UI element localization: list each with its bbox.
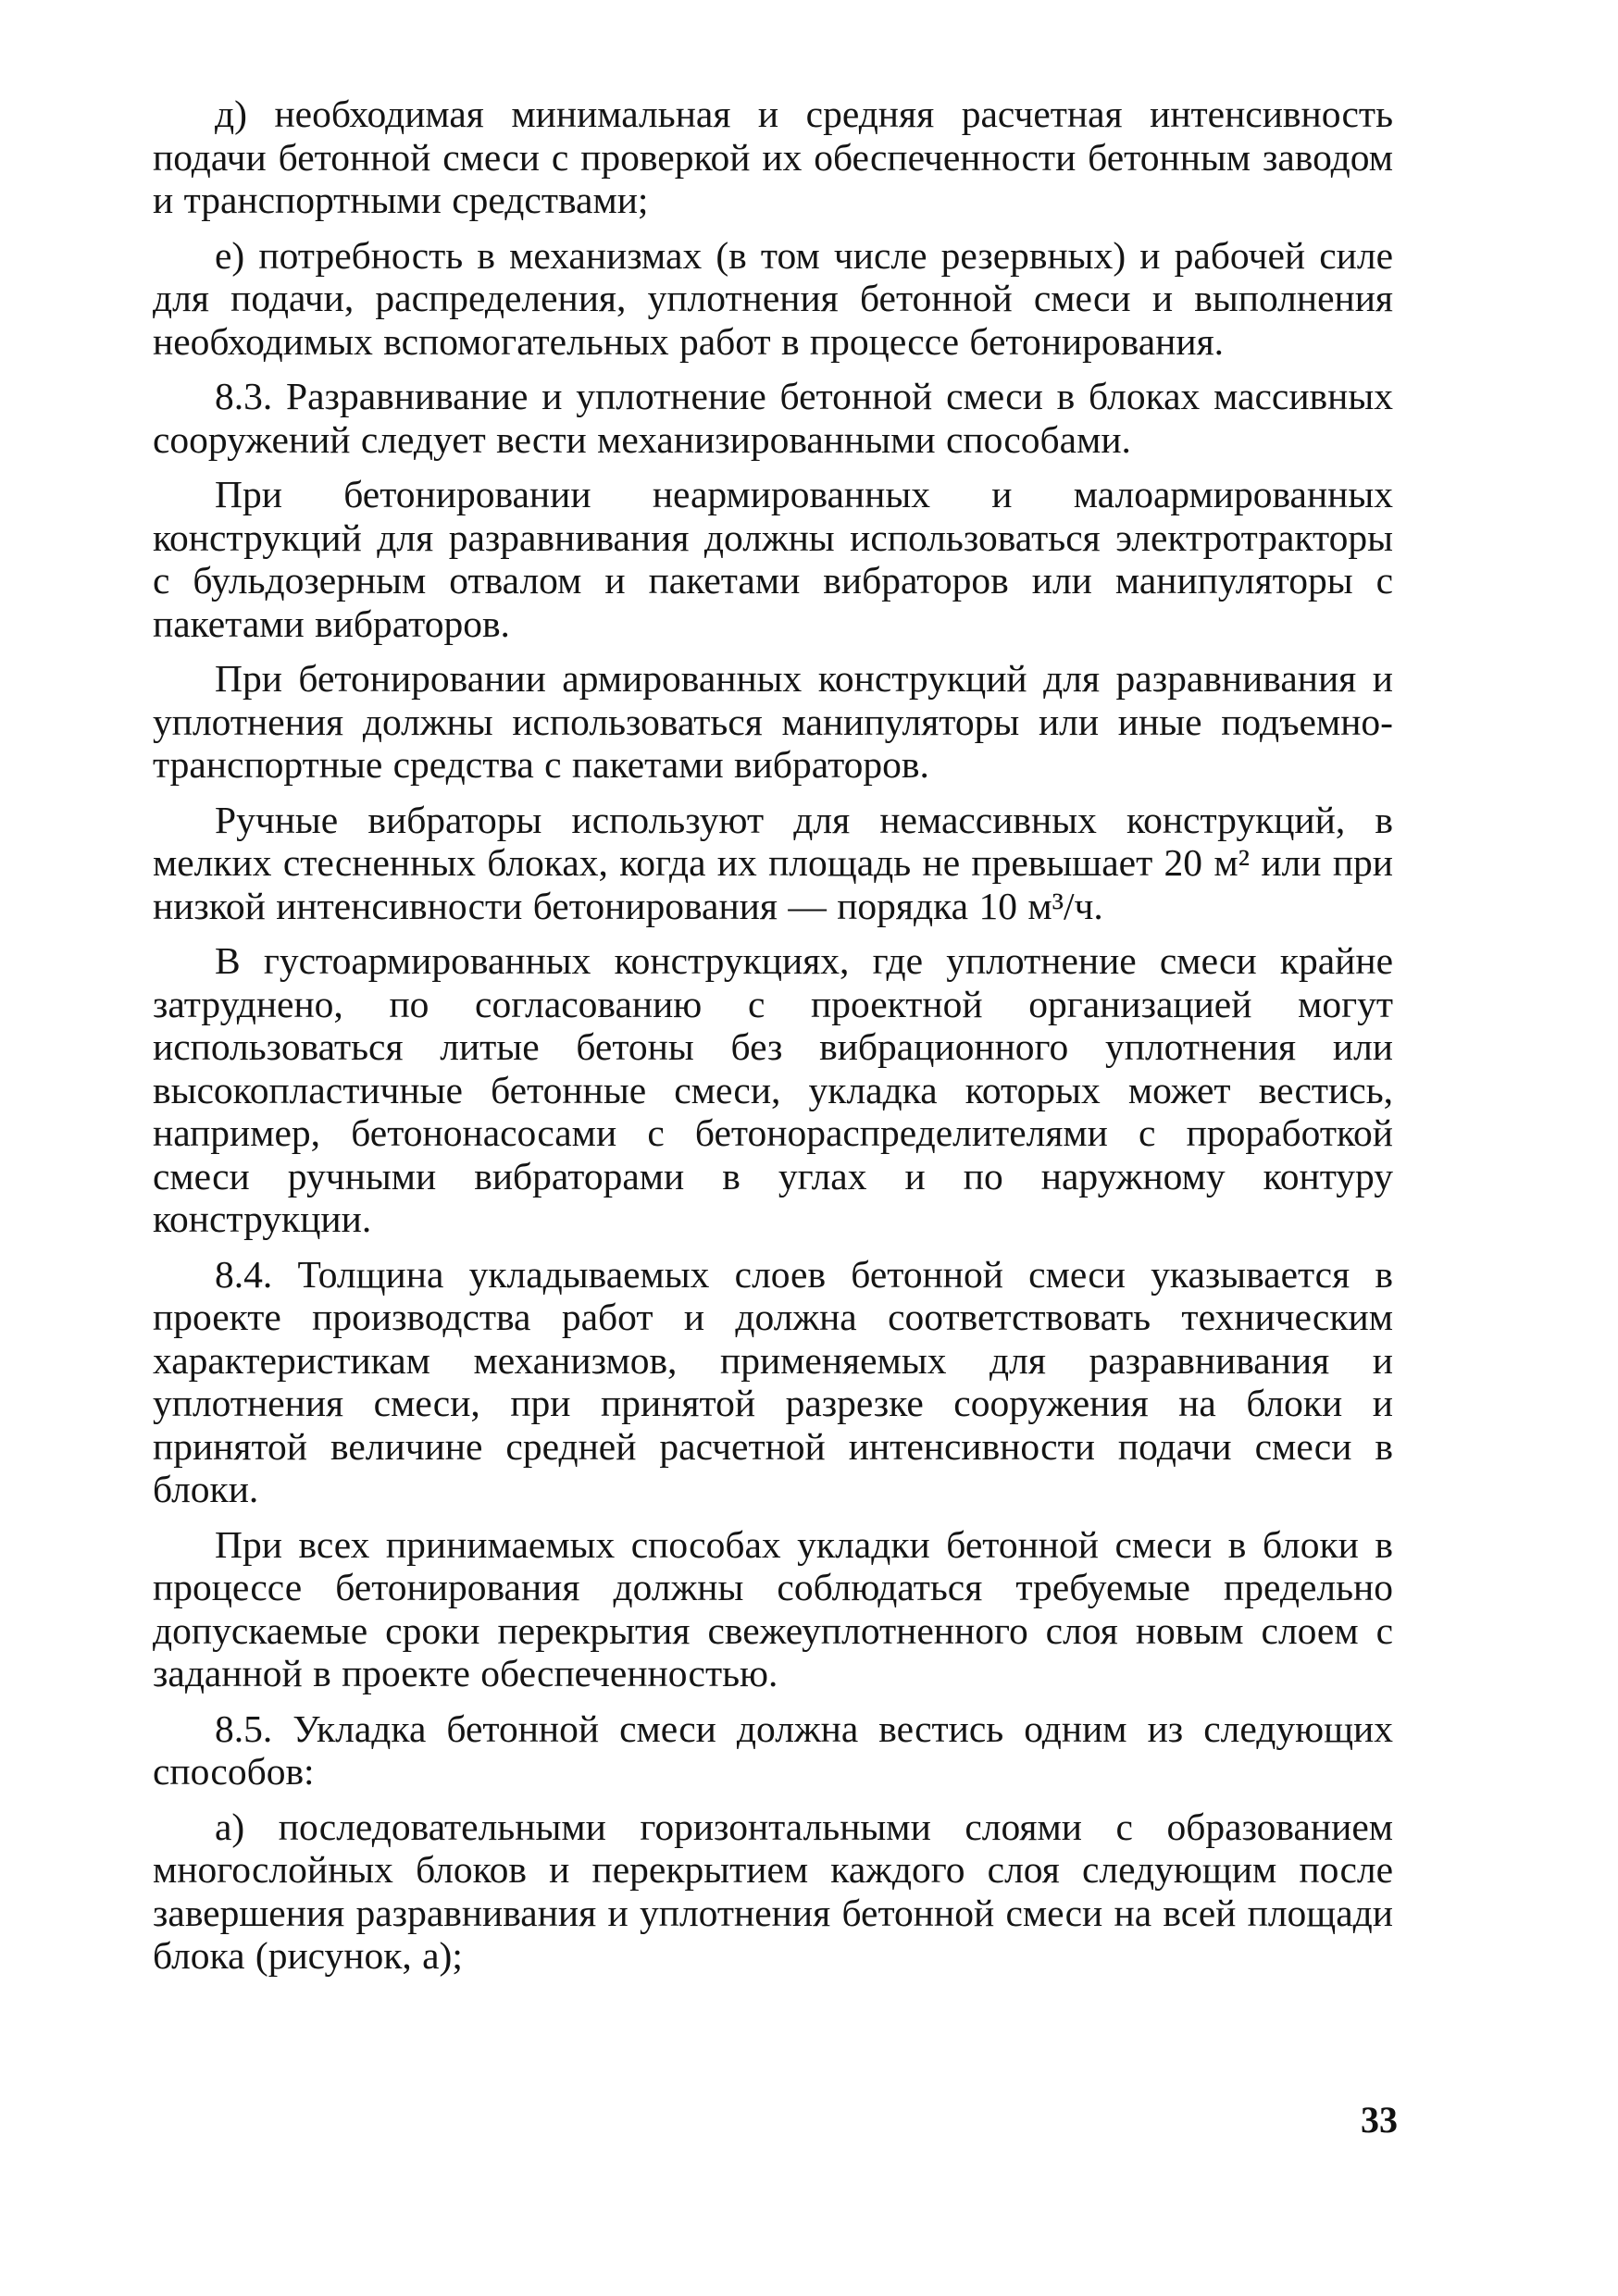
paragraph-8-5: 8.5. Укладка бетонной смеси должна вестись одним из следующих способов: — [153, 1706, 1393, 1793]
paragraph-8-4: 8.4. Толщина укладываемых слоев бетонной смеси указывается в проекте производства работ и должна соответствовать техническим характеристикам механизмов, применяемых для разравнивания и уплотнения смеси, при принятой разрезке сооружения на блоки и принятой величине средней расчетной интенсивности подачи смеси в блоки. — [153, 1252, 1393, 1510]
paragraph-reinforced: При бетонировании армированных конструкций для разравнивания и уплотнения должны использоваться манипуляторы или иные подъемно-транспортные средства с пакетами вибраторов. — [153, 657, 1393, 786]
page-body — [153, 93, 1393, 1978]
paragraph-d-intensity: д) необходимая минимальная и средняя расчетная интенсивность подачи бетонной смеси с проверкой их обеспеченности бетонным заводом и транспортными средствами; — [153, 93, 1393, 221]
paragraph-a-horizontal-layers: а) последовательными горизонтальными слоями с образованием многослойных блоков и перекрытием каждого слоя следующим после завершения разравнивания и уплотнения бетонной смеси на всей площади блока (рисунок, а); — [153, 1805, 1393, 1977]
paragraph-unreinforced: При бетонировании неармированных и малоармированных конструкций для разравнивания должны использоваться электротракторы с бульдозерным отвалом и пакетами вибраторов или манипуляторы с пакетами вибраторов. — [153, 473, 1393, 645]
paragraph-8-3: 8.3. Разравнивание и уплотнение бетонной смеси в блоках массивных сооружений следует вести механизированными способами. — [153, 375, 1393, 461]
paragraph-hand-vibrators: Ручные вибраторы используют для немассивных конструкций, в мелких стесненных блоках, когда их площадь не превышает 20 м² или при низкой интенсивности бетонирования — порядка 10 м³/ч. — [153, 798, 1393, 927]
paragraph-dense-reinforcement: В густоармированных конструкциях, где уплотнение смеси крайне затруднено, по согласованию с проектной организацией могут использоваться литые бетоны без вибрационного уплотнения или высокопластичные бетонные смеси, укладка которых может вестись, например, бетононасосами с бетонораспределителями с проработкой смеси ручными вибраторами в углах и по наружному контуру конструкции. — [153, 939, 1393, 1240]
paragraph-e-mechanisms: е) потребность в механизмах (в том числе резервных) и рабочей силе для подачи, распределения, уплотнения бетонной смеси и выполнения необходимых вспомогательных работ в процессе бетонирования. — [153, 233, 1393, 363]
page-number: 33 — [1361, 2099, 1398, 2141]
paragraph-layer-overlap: При всех принимаемых способах укладки бетонной смеси в блоки в процессе бетонирования должны соблюдаться требуемые предельно допускаемые сроки перекрытия свежеуплотненного слоя новым слоем с заданной в проекте обеспеченностью. — [153, 1522, 1393, 1694]
